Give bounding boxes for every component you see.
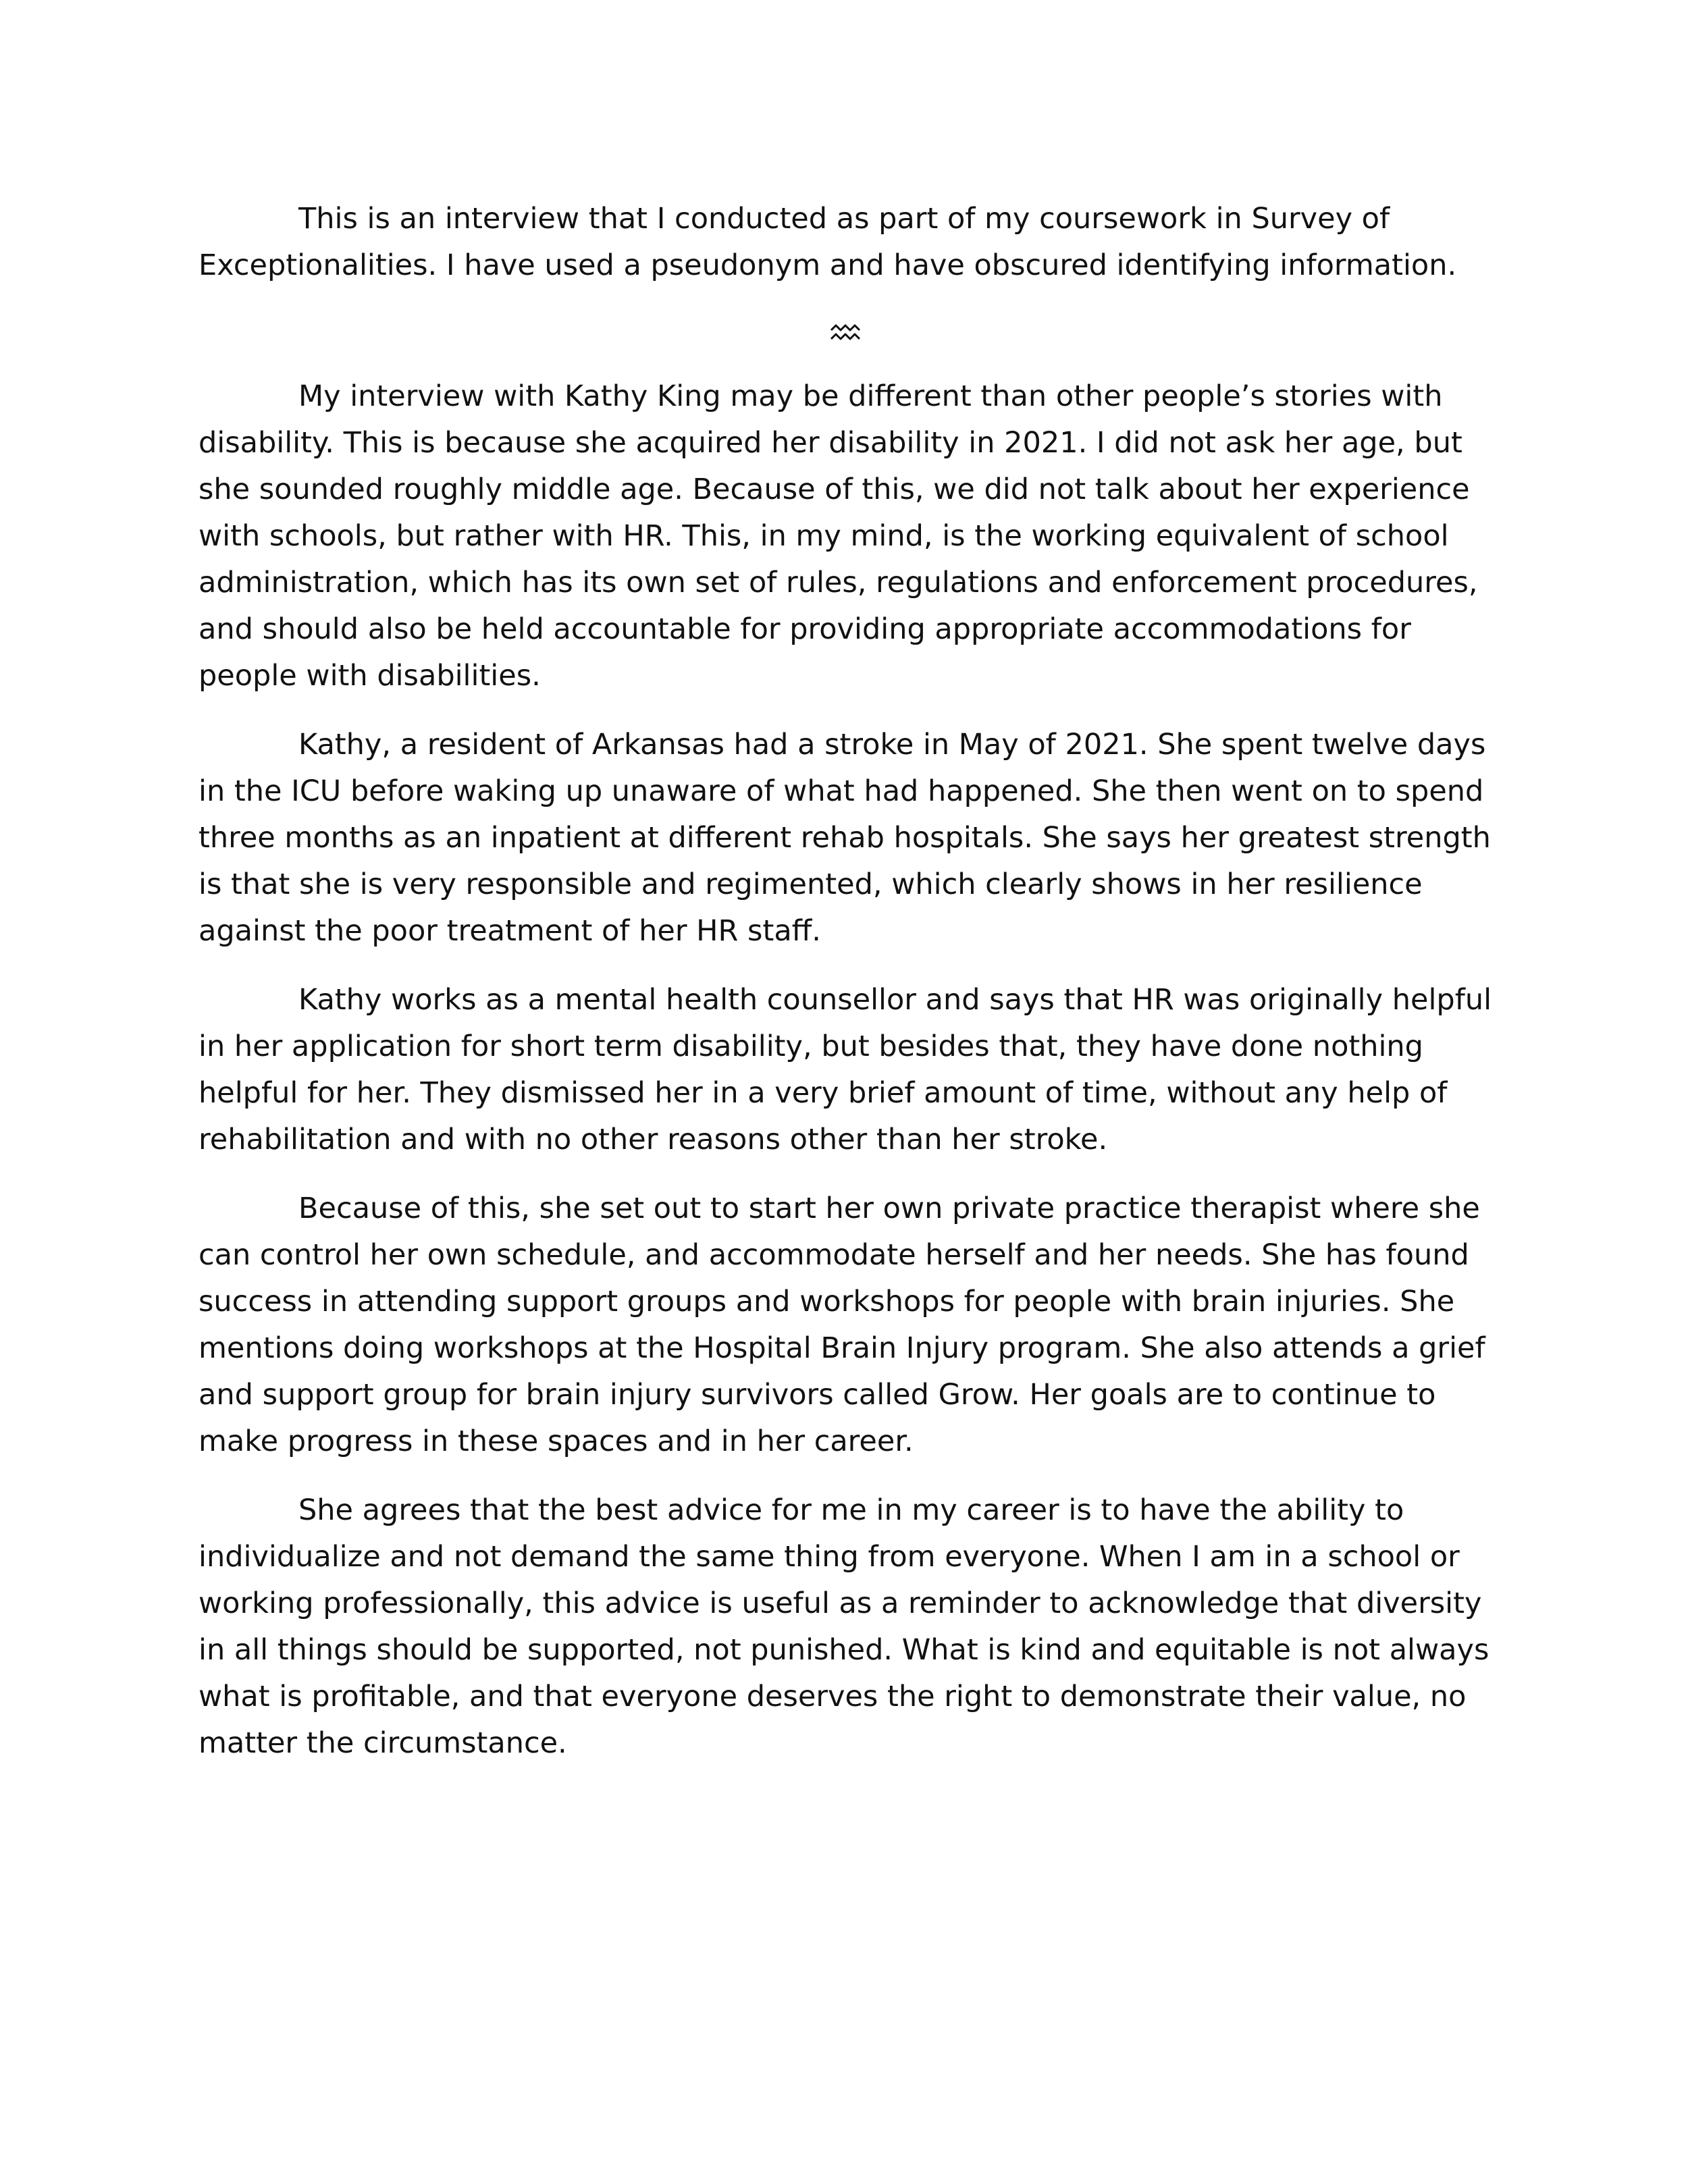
aquarius-symbol-icon <box>830 322 861 342</box>
body-paragraph: Kathy, a resident of Arkansas had a stroke in May of 2021. She spent twelve days in the ICU before waking up unaware of what had happened. She then went on to spend three months as an inpatient at different rehab hospitals. She says her greatest strength is that she is very responsible and regimented, which clearly shows in her resilience against the poor treatment of her HR staff. <box>199 728 1491 948</box>
body-paragraph: Kathy works as a mental health counsellor and says that HR was originally helpful in her application for short term disability, but besides that, they have done nothing helpful for her. They dismissed her in a very brief amount of time, without any help of rehabilitation and with no other reasons other than her stroke. <box>199 983 1492 1156</box>
document-body <box>199 196 1492 1789</box>
body-paragraph: My interview with Kathy King may be different than other people’s stories with disability. This is because she acquired her disability in 2021. I did not ask her age, but she sounded roughly middle age. Because of this, we did not talk about her experience with schools, but rather with HR. This, in my mind, is the working equivalent of school administration, which has its own set of rules, regulations and enforcement procedures, and should also be held accountable for providing appropriate accommodations for people with disabilities. <box>199 379 1478 693</box>
body-paragraph: Because of this, she set out to start her own private practice therapist where she can control her own schedule, and accommodate herself and her needs. She has found success in attending support groups and workshops for people with brain injuries. She mentions doing workshops at the Hospital Brain Injury program. She also attends a grief and support group for brain injury survivors called Grow. Her goals are to continue to make progress in these spaces and in her career. <box>199 1192 1485 1458</box>
section-divider <box>199 311 1492 349</box>
intro-paragraph: This is an interview that I conducted as part of my coursework in Survey of Exceptionalities. I have used a pseudonym and have obscured identifying information. <box>199 202 1457 282</box>
body-paragraph: She agrees that the best advice for me in my career is to have the ability to individualize and not demand the same thing from everyone. When I am in a school or working professionally, this advice is useful as a reminder to acknowledge that diversity in all things should be supported, not punished. What is kind and equitable is not always what is profitable, and that everyone deserves the right to demonstrate their value, no matter the circumstance. <box>199 1493 1489 1760</box>
